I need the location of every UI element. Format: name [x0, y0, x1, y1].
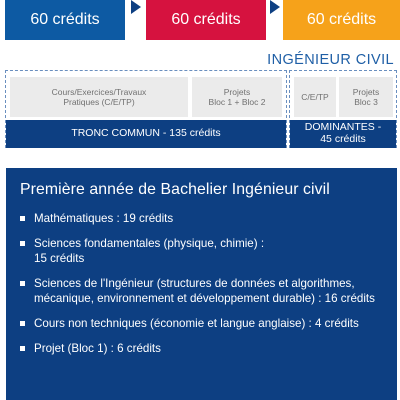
block-projets [192, 77, 282, 117]
list-item-text: Cours non techniques (économie et langue anglaise) : 4 crédits [34, 317, 359, 330]
dominantes-label: DOMINANTES - 45 crédits [304, 121, 382, 145]
tronc-commun-label: TRONC COMMUN - 135 crédits [71, 127, 221, 140]
block-cetp [294, 77, 336, 117]
list-item-text: Sciences de l'Ingénieur (structures de données et algorithmes, mécanique, environnement et développement durable) : 16 crédits [34, 277, 375, 305]
panel-title: Première année de Bachelier Ingénieur civil [20, 181, 330, 198]
block-cours-label: Cours/Exercices/Travaux Pratiques (C/E/TP) [51, 86, 147, 107]
list-item-text: Projet (Bloc 1) : 6 crédits [34, 342, 161, 355]
square-bullet-icon [20, 216, 25, 221]
credit-box-label: 60 crédits [306, 11, 377, 28]
square-bullet-icon [20, 346, 25, 351]
first-year-panel [6, 168, 397, 400]
triangle-right-icon [270, 0, 280, 14]
dominantes-bar [290, 120, 396, 148]
credit-box-label: 60 crédits [30, 11, 100, 28]
credit-box-bloc-3 [283, 0, 400, 40]
list-item [20, 341, 387, 356]
block-projets-label: Projets Bloc 1 + Bloc 2 [208, 86, 266, 107]
list-item-text: Sciences fondamentales (physique, chimie) : 15 crédits [34, 237, 265, 265]
block-cetp-label: C/E/TP [301, 91, 329, 102]
list-item [20, 211, 387, 226]
list-item [20, 236, 387, 266]
block-projets-bloc-3 [339, 77, 393, 117]
square-bullet-icon [20, 281, 25, 286]
credit-box-label: 60 crédits [171, 11, 241, 28]
credit-box-bloc-2 [146, 0, 266, 40]
block-projets-bloc-3-label: Projets Bloc 3 [352, 86, 380, 107]
list-item-text: Mathématiques : 19 crédits [34, 212, 174, 225]
block-cours [10, 77, 188, 117]
list-item [20, 316, 387, 331]
credit-box-bloc-1 [5, 0, 125, 40]
square-bullet-icon [20, 241, 25, 246]
tronc-commun-bar [6, 120, 286, 148]
section-heading: INGÉNIEUR CIVIL [267, 52, 394, 68]
triangle-right-icon [131, 0, 141, 14]
list-item [20, 276, 387, 306]
square-bullet-icon [20, 321, 25, 326]
